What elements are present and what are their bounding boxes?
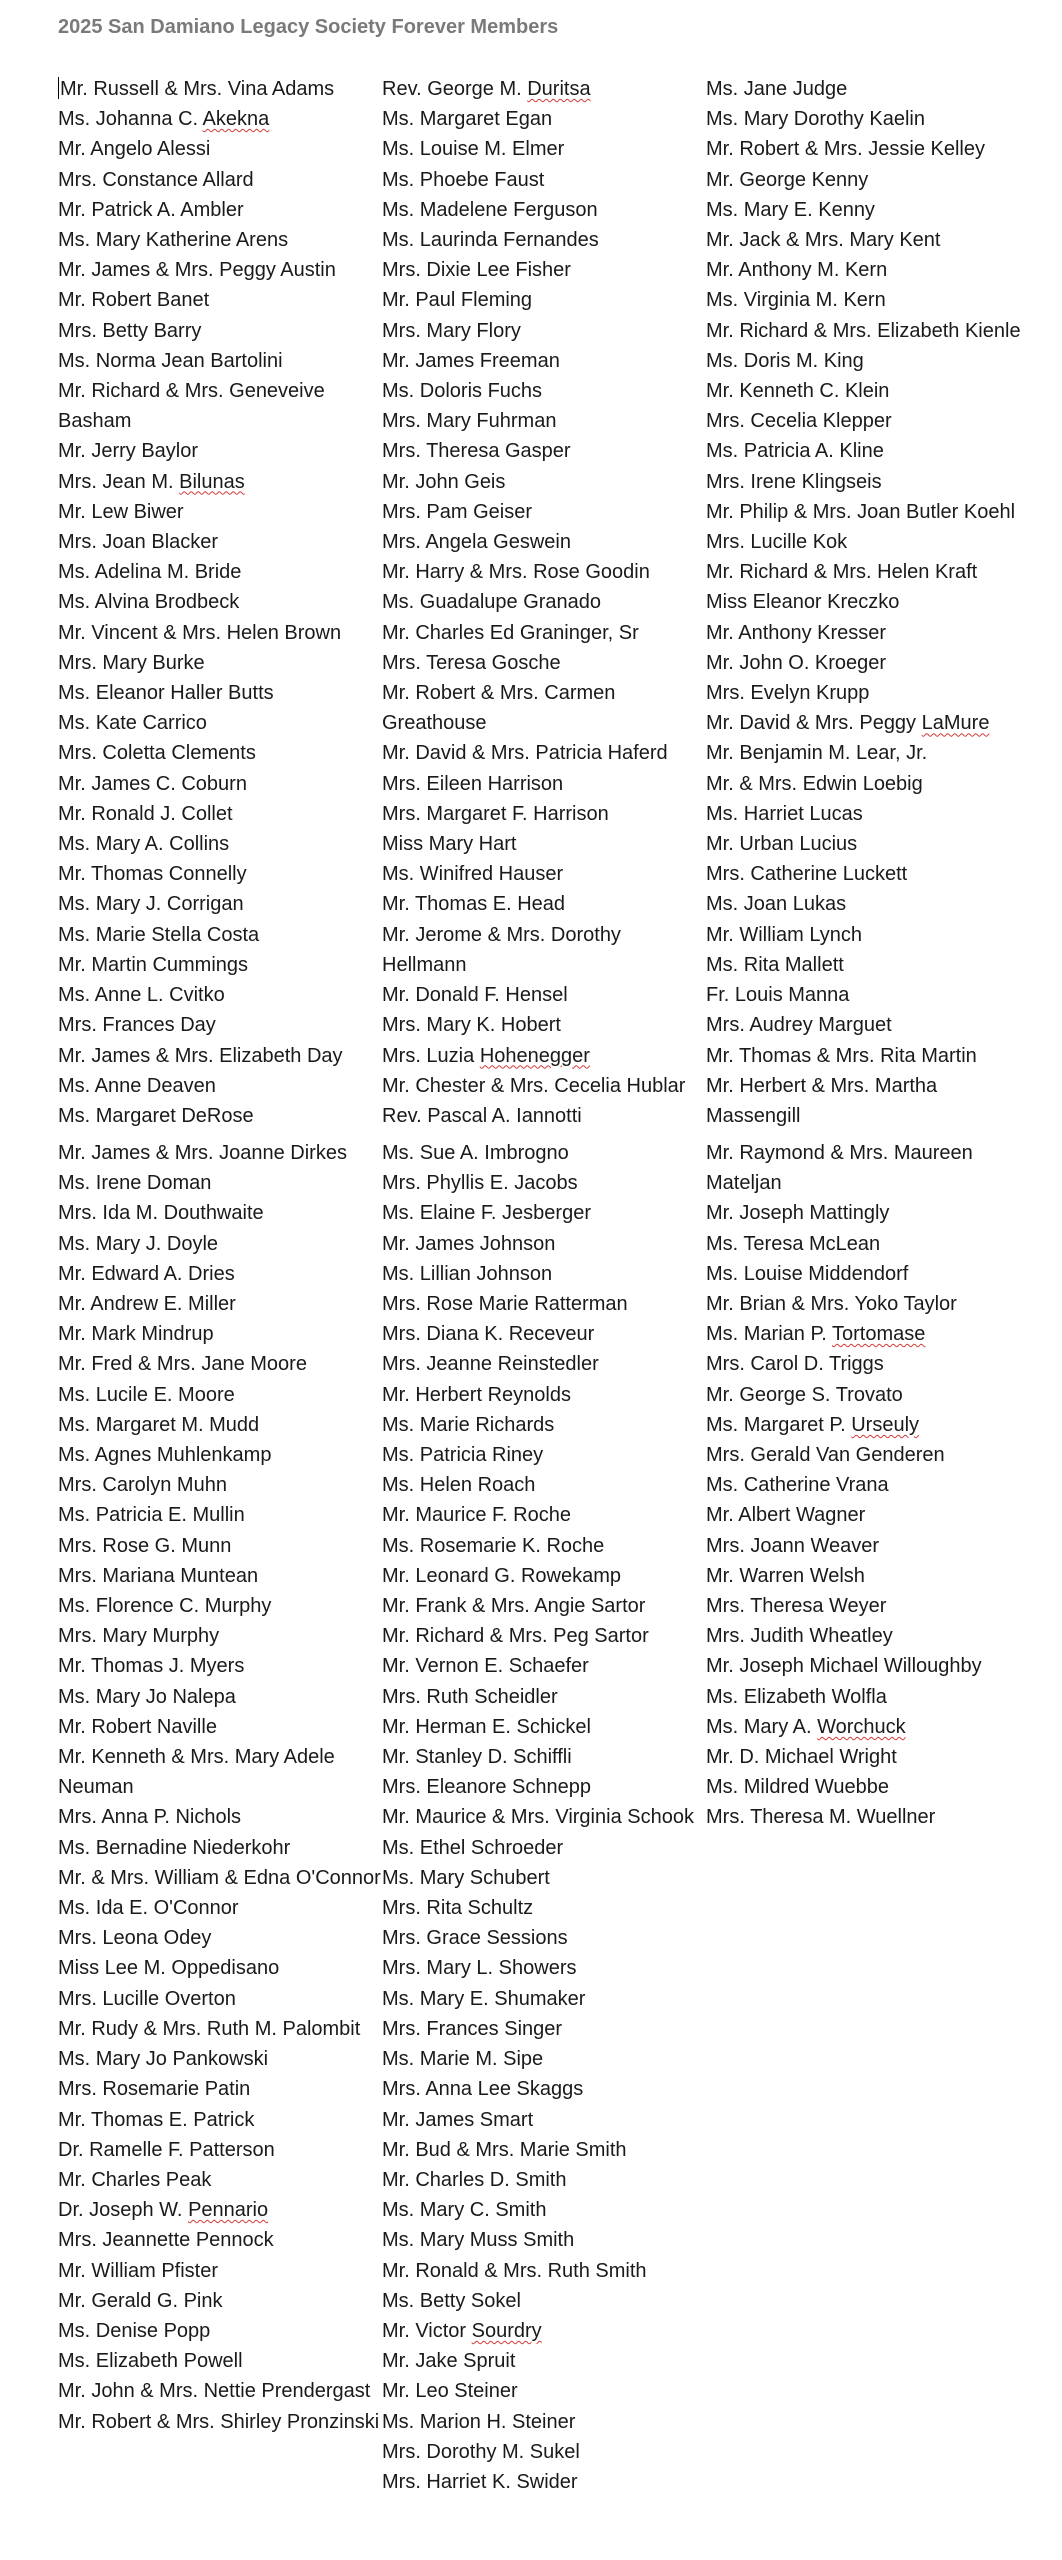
member-name: Mr. Benjamin M. Lear, Jr. [706, 742, 928, 765]
member-name: Mrs. Cecelia Klepper [706, 410, 892, 433]
member-name: Mrs. Mariana Muntean [58, 1564, 259, 1587]
member-name: Mr. John & Mrs. Nettie Prendergast [58, 2380, 371, 2403]
member-name: Dr. Ramelle F. Patterson [58, 2138, 275, 2161]
member-name: Mrs. Theresa M. Wuellner [706, 1806, 936, 1829]
member-name: Mr. Joseph Michael Willoughby [706, 1655, 982, 1678]
member-name: Mrs. Gerald Van Genderen [706, 1444, 945, 1467]
member-name: Ms. Eleanor Haller Butts [58, 682, 274, 705]
spellcheck-underline[interactable]: Duritsa [527, 78, 591, 100]
member-name: Mr. Richard & Mrs. Geneveive Basham [58, 380, 325, 433]
member-name: Ms. Bernadine Niederkohr [58, 1836, 291, 1859]
spellcheck-underline[interactable]: Akekna [202, 108, 270, 131]
member-name: Mr. James & Mrs. Peggy Austin [58, 259, 336, 282]
member-name: Ms. Betty Sokel [382, 2289, 521, 2312]
member-name: Ms. Agnes Muhlenkamp [58, 1444, 272, 1467]
member-name: Mr. Herman E. Schickel [382, 1715, 591, 1738]
member-name: Ms. Elizabeth Powell [58, 2350, 243, 2373]
member-name: Mr. Ronald J. Collet [58, 802, 233, 825]
member-name: Mrs. Harriet K. Swider [382, 2470, 578, 2493]
member-name: Mrs. Lucille Kok [706, 531, 848, 554]
member-name: Ms. Mary Jo Pankowski [58, 2048, 269, 2071]
member-name: Rev. George M. Duritsa [382, 78, 591, 100]
member-name: Mr. Donald F. Hensel [382, 984, 568, 1007]
member-name: Mr. James & Mrs. Elizabeth Day [58, 1044, 343, 1067]
member-name: Ms. Margaret Egan [382, 108, 553, 131]
member-name: Ms. Marie Richards [382, 1413, 555, 1436]
member-name: Ms. Rosemarie K. Roche [382, 1534, 605, 1557]
member-name: Mr. & Mrs. William & Edna O'Connor [58, 1866, 381, 1889]
member-name: Mrs. Mary Burke [58, 651, 205, 674]
member-name: Mr. Jerry Baylor [58, 440, 199, 463]
member-name: Ms. Patricia A. Kline [706, 440, 884, 463]
member-name: Ms. Denise Popp [58, 2319, 211, 2342]
spellcheck-underline[interactable]: Urseuly [851, 1413, 920, 1436]
member-name: Mrs. Evelyn Krupp [706, 682, 870, 705]
member-name: Ms. Winifred Hauser [382, 863, 564, 886]
member-name: Ms. Laurinda Fernandes [382, 229, 599, 252]
member-name: Mr. Herbert & Mrs. Martha Massengill [706, 1074, 938, 1127]
member-name: Mrs. Luzia Hohenegger [382, 1044, 590, 1067]
member-name: Mrs. Grace Sessions [382, 1927, 568, 1950]
member-name: Ms. Margaret M. Mudd [58, 1413, 260, 1436]
member-name: Mr. Jerome & Mrs. Dorothy Hellmann [382, 923, 621, 976]
member-name: Mr. George S. Trovato [706, 1383, 903, 1406]
member-name: Mr. Chester & Mrs. Cecelia Hublar [382, 1074, 686, 1097]
member-name: Ms. Marie Stella Costa [58, 923, 260, 946]
member-name: Mr. Robert & Mrs. Shirley Pronzinski [58, 2410, 380, 2433]
member-name: Ms. Anne Deaven [58, 1074, 216, 1097]
member-name: Fr. Louis Manna [706, 984, 850, 1007]
member-name: Ms. Patricia E. Mullin [58, 1504, 245, 1527]
member-name: Mr. John Geis [382, 470, 506, 493]
member-name: Mr. Kenneth & Mrs. Mary Adele Neuman [58, 1746, 335, 1799]
member-name: Mrs. Angela Geswein [382, 531, 571, 554]
member-name: Mrs. Coletta Clements [58, 742, 256, 765]
member-name: Mrs. Phyllis E. Jacobs [382, 1172, 578, 1195]
member-name: Mrs. Betty Barry [58, 319, 202, 342]
member-name: Ms. Ida E. O'Connor [58, 1897, 239, 1920]
member-name: Ms. Elizabeth Wolfla [706, 1685, 887, 1708]
member-name: Mrs. Diana K. Receveur [382, 1323, 595, 1346]
member-name: Mr. Maurice & Mrs. Virginia Schook [382, 1806, 694, 1829]
document-title: 2025 San Damiano Legacy Society Forever Members [58, 16, 559, 38]
member-name: Mrs. Carol D. Triggs [706, 1353, 884, 1376]
member-name: Mrs. Mary Fuhrman [382, 410, 557, 433]
member-name: Mr. Richard & Mrs. Peg Sartor [382, 1625, 649, 1648]
member-name: Ms. Harriet Lucas [706, 802, 863, 825]
member-name: Mr. Urban Lucius [706, 833, 858, 856]
member-name: Ms. Phoebe Faust [382, 168, 545, 191]
member-name: Mrs. Irene Klingseis [706, 470, 882, 493]
member-name: Ms. Ethel Schroeder [382, 1836, 564, 1859]
member-column-5 [382, 1138, 706, 2497]
member-name: Mr. Harry & Mrs. Rose Goodin [382, 561, 650, 584]
member-name: Mr. George Kenny [706, 168, 869, 191]
member-name: Mrs. Rose Marie Ratterman [382, 1293, 628, 1316]
member-name: Mrs. Jeanne Reinstedler [382, 1353, 599, 1376]
member-name: Mrs. Teresa Gosche [382, 651, 561, 674]
member-name: Ms. Lucile E. Moore [58, 1383, 235, 1406]
member-name: Mr. Robert Naville [58, 1715, 217, 1738]
member-block-2 [58, 1138, 1038, 2497]
member-name: Mr. James Johnson [382, 1232, 556, 1255]
member-name: Mr. Gerald G. Pink [58, 2289, 223, 2312]
member-name: Mr. Ronald & Mrs. Ruth Smith [382, 2259, 647, 2282]
member-name: Mr. Thomas Connelly [58, 863, 247, 886]
member-name: Mr. Andrew E. Miller [58, 1293, 236, 1316]
member-name: Mr. Raymond & Mrs. Maureen Mateljan [706, 1142, 973, 1195]
member-name: Ms. Doris M. King [706, 349, 864, 372]
member-name: Ms. Lillian Johnson [382, 1262, 553, 1285]
member-name: Mrs. Jeannette Pennock [58, 2229, 274, 2252]
member-name: Ms. Anne L. Cvitko [58, 984, 225, 1007]
member-name: Rev. Pascal A. Iannotti [382, 1104, 582, 1127]
member-name: Ms. Mary A. Collins [58, 833, 230, 856]
member-name: Dr. Joseph W. Pennario [58, 2199, 269, 2222]
member-name: Mr. Jake Spruit [382, 2350, 516, 2373]
member-name: Mrs. Eleanore Schnepp [382, 1776, 592, 1799]
member-name: Ms. Kate Carrico [58, 712, 207, 735]
member-name: Mr. Patrick A. Ambler [58, 198, 244, 221]
member-name: Ms. Marian P. Tortomase [706, 1323, 926, 1346]
member-column-4 [58, 1138, 382, 2497]
member-name: Ms. Guadalupe Granado [382, 591, 602, 614]
member-name: Mr. Thomas E. Patrick [58, 2108, 255, 2131]
member-name: Mr. Angelo Alessi [58, 138, 211, 161]
member-name: Mr. Edward A. Dries [58, 1262, 235, 1285]
member-name: Ms. Doloris Fuchs [382, 380, 543, 403]
member-name: Mr. John O. Kroeger [706, 651, 887, 674]
member-name: Mr. Mark Mindrup [58, 1323, 214, 1346]
member-name: Mrs. Dixie Lee Fisher [382, 259, 571, 282]
member-name: Mr. Richard & Mrs. Elizabeth Kienle [706, 319, 1021, 342]
member-name: Mr. Stanley D. Schiffli [382, 1746, 572, 1769]
text-cursor [58, 77, 59, 99]
member-name: Ms. Mary Muss Smith [382, 2229, 575, 2252]
spellcheck-underline[interactable]: Tortomase [831, 1323, 926, 1346]
member-name: Miss Lee M. Oppedisano [58, 1957, 280, 1980]
member-name: Mr. Paul Fleming [382, 289, 533, 312]
member-name: Mrs. Mary Flory [382, 319, 521, 342]
member-name: Ms. Mary C. Smith [382, 2199, 547, 2222]
member-name: Ms. Virginia M. Kern [706, 289, 886, 312]
member-name: Ms. Mildred Wuebbe [706, 1776, 890, 1799]
member-name: Mrs. Pam Geiser [382, 500, 533, 523]
member-name: Miss Eleanor Kreczko [706, 591, 900, 614]
member-name: Mrs. Theresa Gasper [382, 440, 571, 463]
member-name: Ms. Joan Lukas [706, 893, 847, 916]
member-name: Mr. & Mrs. Edwin Loebig [706, 772, 923, 795]
member-name: Mrs. Eileen Harrison [382, 772, 564, 795]
member-name: Ms. Margaret DeRose [58, 1104, 254, 1127]
member-name: Ms. Florence C. Murphy [58, 1595, 272, 1618]
member-name: Mr. Anthony M. Kern [706, 259, 888, 282]
member-name: Mr. Brian & Mrs. Yoko Taylor [706, 1293, 957, 1316]
member-name: Ms. Louise M. Elmer [382, 138, 565, 161]
member-name: Mr. Rudy & Mrs. Ruth M. Palombit [58, 2017, 361, 2040]
member-name: Mrs. Mary K. Hobert [382, 1014, 561, 1037]
member-name: Mrs. Catherine Luckett [706, 863, 908, 886]
member-name: Mr. Philip & Mrs. Joan Butler Koehl [706, 500, 1016, 523]
member-name: Mr. Frank & Mrs. Angie Sartor [382, 1595, 646, 1618]
member-name: Ms. Marie M. Sipe [382, 2048, 544, 2071]
member-name: Mr. Vernon E. Schaefer [382, 1655, 589, 1678]
member-name: Ms. Mary E. Shumaker [382, 1987, 586, 2010]
member-name: Mr. D. Michael Wright [706, 1746, 897, 1769]
member-name: Ms. Johanna C. Akekna [58, 108, 270, 131]
member-name: Mrs. Jean M. Bilunas [58, 470, 245, 493]
spellcheck-underline[interactable]: Bilunas [179, 470, 245, 493]
member-name: Mrs. Anna P. Nichols [58, 1806, 242, 1829]
member-name: Miss Mary Hart [382, 833, 517, 856]
member-name: Ms. Mary J. Doyle [58, 1232, 219, 1255]
member-name: Mr. James & Mrs. Joanne Dirkes [58, 1142, 347, 1164]
member-name: Ms. Mary J. Corrigan [58, 893, 244, 916]
member-name: Mr. Robert & Mrs. Carmen Greathouse [382, 682, 616, 735]
member-name: Ms. Jane Judge [706, 78, 848, 100]
member-name: Mrs. Ida M. Douthwaite [58, 1202, 264, 1225]
member-name: Ms. Patricia Riney [382, 1444, 544, 1467]
member-column-1 [58, 74, 382, 1131]
member-name: Mr. Thomas & Mrs. Rita Martin [706, 1044, 977, 1067]
member-name: Mr. William Pfister [58, 2259, 218, 2282]
member-name: Mr. Herbert Reynolds [382, 1383, 571, 1406]
member-name: Mr. Leonard G. Rowekamp [382, 1564, 621, 1587]
member-name: Mr. Warren Welsh [706, 1564, 865, 1587]
member-name: Mr. Vincent & Mrs. Helen Brown [58, 621, 342, 644]
member-name: Ms. Mary Dorothy Kaelin [706, 108, 925, 131]
member-name: Mrs. Audrey Marguet [706, 1014, 892, 1037]
member-name: Mr. Charles Peak [58, 2168, 212, 2191]
member-name: Mrs. Judith Wheatley [706, 1625, 893, 1648]
member-name: Mr. Joseph Mattingly [706, 1202, 890, 1225]
member-name: Mrs. Dorothy M. Sukel [382, 2440, 580, 2463]
member-name: Mr. Leo Steiner [382, 2380, 518, 2403]
member-name: Ms. Teresa McLean [706, 1232, 881, 1255]
member-name: Mr. Robert & Mrs. Jessie Kelley [706, 138, 985, 161]
member-column-3 [706, 74, 1030, 1131]
member-name: Mr. Richard & Mrs. Helen Kraft [706, 561, 978, 584]
spellcheck-underline[interactable]: Pennario [188, 2199, 269, 2222]
member-name: Ms. Mary Jo Nalepa [58, 1685, 236, 1708]
member-name: Mr. Lew Biwer [58, 500, 184, 523]
member-name: Mrs. Ruth Scheidler [382, 1685, 558, 1708]
member-name: Mrs. Joan Blacker [58, 531, 219, 554]
spellcheck-underline[interactable]: LaMure [921, 712, 990, 735]
spellcheck-underline[interactable]: Sourdry [471, 2319, 542, 2342]
member-name: Ms. Adelina M. Bride [58, 561, 242, 584]
member-name: Mr. Maurice F. Roche [382, 1504, 571, 1527]
member-name: Ms. Sue A. Imbrogno [382, 1142, 569, 1164]
member-column-6 [706, 1138, 1030, 2497]
member-name: Ms. Norma Jean Bartolini [58, 349, 283, 372]
member-name: Mrs. Rita Schultz [382, 1897, 534, 1920]
member-name: Mrs. Rosemarie Patin [58, 2078, 251, 2101]
member-name: Mr. Anthony Kresser [706, 621, 887, 644]
member-name: Mrs. Margaret F. Harrison [382, 802, 609, 825]
member-name: Mr. Robert Banet [58, 289, 210, 312]
member-name: Mr. David & Mrs. Peggy LaMure [706, 712, 990, 735]
member-name: Ms. Margaret P. Urseuly [706, 1413, 920, 1436]
member-name: Mrs. Constance Allard [58, 168, 254, 191]
member-name: Mr. David & Mrs. Patricia Haferd [382, 742, 668, 765]
member-name: Ms. Alvina Brodbeck [58, 591, 240, 614]
member-name: Ms. Helen Roach [382, 1474, 536, 1497]
member-name: Mr. Russell & Mrs. Vina Adams [60, 78, 335, 100]
member-name: Ms. Elaine F. Jesberger [382, 1202, 591, 1225]
member-name: Mr. Thomas E. Head [382, 893, 566, 916]
member-name: Mrs. Mary Murphy [58, 1625, 220, 1648]
member-name: Mr. Thomas J. Myers [58, 1655, 245, 1678]
member-block-1 [58, 74, 1038, 1131]
member-name: Mr. Charles D. Smith [382, 2168, 567, 2191]
member-name: Mrs. Leona Odey [58, 1927, 212, 1950]
member-name: Mr. James Smart [382, 2108, 534, 2131]
member-name: Mrs. Lucille Overton [58, 1987, 236, 2010]
member-name: Mrs. Rose G. Munn [58, 1534, 232, 1557]
member-name: Mrs. Carolyn Muhn [58, 1474, 227, 1497]
member-name: Mr. Charles Ed Graninger, Sr [382, 621, 639, 644]
member-name: Mr. Victor Sourdry [382, 2319, 542, 2342]
member-name: Mrs. Frances Day [58, 1014, 216, 1037]
member-name: Ms. Marion H. Steiner [382, 2410, 576, 2433]
member-name: Mr. Fred & Mrs. Jane Moore [58, 1353, 307, 1376]
member-name: Mrs. Theresa Weyer [706, 1595, 887, 1618]
spellcheck-underline[interactable]: Hohenegger [479, 1044, 590, 1067]
spellcheck-underline[interactable]: Worchuck [817, 1715, 906, 1738]
member-name: Mr. William Lynch [706, 923, 862, 946]
member-name: Ms. Mary Schubert [382, 1866, 550, 1889]
member-name: Mr. Albert Wagner [706, 1504, 866, 1527]
member-name: Mrs. Frances Singer [382, 2017, 563, 2040]
member-name: Ms. Mary E. Kenny [706, 198, 875, 221]
member-name: Mr. Kenneth C. Klein [706, 380, 890, 403]
member-name: Mrs. Mary L. Showers [382, 1957, 577, 1980]
member-name: Ms. Madelene Ferguson [382, 198, 598, 221]
member-name: Mr. Martin Cummings [58, 953, 249, 976]
member-name: Ms. Louise Middendorf [706, 1262, 909, 1285]
member-name: Mr. Bud & Mrs. Marie Smith [382, 2138, 627, 2161]
member-name: Ms. Irene Doman [58, 1172, 212, 1195]
member-name: Mr. Jack & Mrs. Mary Kent [706, 229, 941, 252]
member-column-2 [382, 74, 706, 1131]
member-name: Ms. Mary A. Worchuck [706, 1715, 906, 1738]
member-name: Mr. James C. Coburn [58, 772, 247, 795]
member-name: Mrs. Joann Weaver [706, 1534, 880, 1557]
member-name: Ms. Mary Katherine Arens [58, 229, 289, 252]
member-name: Ms. Catherine Vrana [706, 1474, 889, 1497]
member-name: Mr. James Freeman [382, 349, 560, 372]
member-name: Mrs. Anna Lee Skaggs [382, 2078, 584, 2101]
member-name: Ms. Rita Mallett [706, 953, 844, 976]
